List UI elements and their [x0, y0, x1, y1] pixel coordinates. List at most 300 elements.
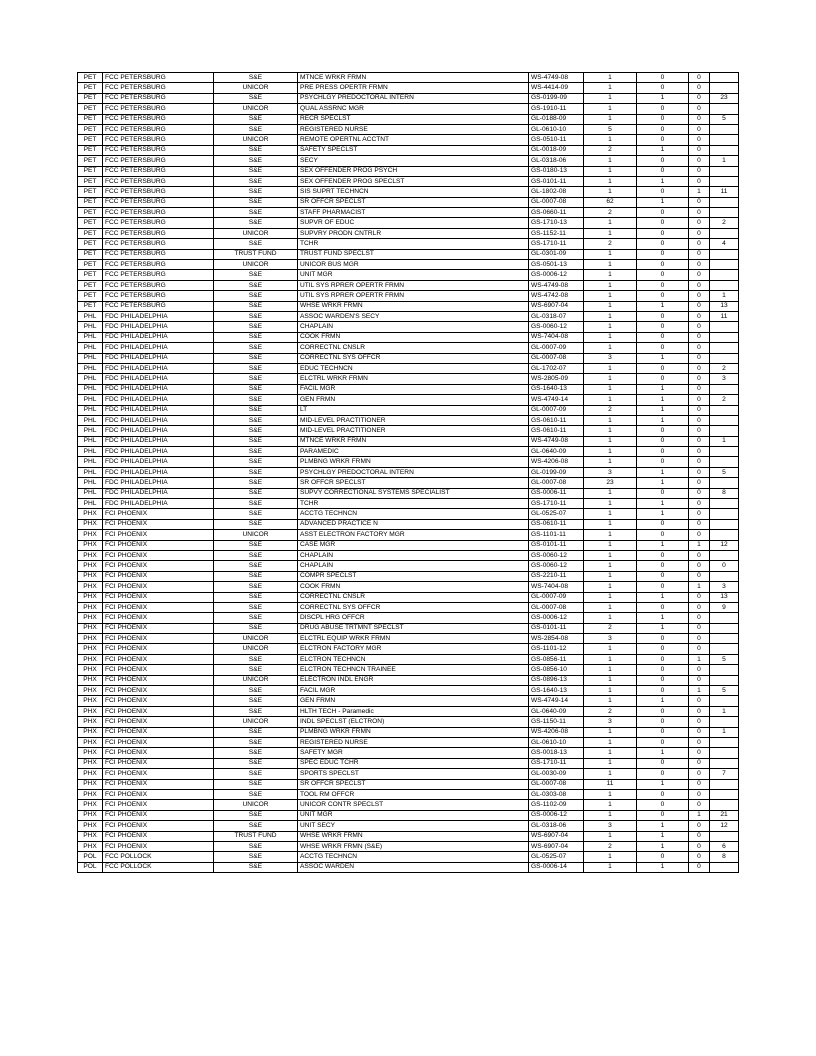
col8-cell: 0	[689, 748, 710, 758]
col7-cell: 0	[637, 457, 689, 467]
col9-cell	[710, 249, 739, 259]
col7-cell: 1	[637, 405, 689, 415]
col8-cell: 0	[689, 322, 710, 332]
col9-cell: 1	[710, 436, 739, 446]
count-cell: 23	[584, 478, 637, 488]
institution-cell: FCI PHOENIX	[103, 821, 214, 831]
col7-cell: 0	[637, 530, 689, 540]
count-cell: 1	[584, 686, 637, 696]
col7-cell: 0	[637, 644, 689, 654]
count-cell: 1	[584, 436, 637, 446]
count-cell: 1	[584, 550, 637, 560]
count-cell: 1	[584, 748, 637, 758]
col7-cell: 1	[637, 613, 689, 623]
institution-cell: FCI PHOENIX	[103, 550, 214, 560]
count-cell: 1	[584, 73, 637, 83]
col7-cell: 0	[637, 582, 689, 592]
count-cell: 1	[584, 374, 637, 384]
position-title-cell: MID-LEVEL PRACTITIONER	[298, 415, 529, 425]
code-cell: PHX	[78, 644, 103, 654]
fund-cell: S&E	[214, 187, 298, 197]
fund-cell: UNICOR	[214, 644, 298, 654]
fund-cell: S&E	[214, 519, 298, 529]
grade-cell: GL-0303-08	[529, 789, 584, 799]
code-cell: PET	[78, 260, 103, 270]
table-row	[78, 218, 739, 228]
col7-cell: 0	[637, 727, 689, 737]
col7-cell: 0	[637, 187, 689, 197]
col8-cell: 0	[689, 644, 710, 654]
code-cell: PHL	[78, 467, 103, 477]
code-cell: PHX	[78, 571, 103, 581]
count-cell: 1	[584, 831, 637, 841]
fund-cell: S&E	[214, 862, 298, 872]
table-row	[78, 509, 739, 519]
code-cell: PHL	[78, 332, 103, 342]
fund-cell: UNICOR	[214, 135, 298, 145]
col7-cell: 1	[637, 145, 689, 155]
count-cell: 2	[584, 623, 637, 633]
count-cell: 1	[584, 561, 637, 571]
col9-cell: 2	[710, 363, 739, 373]
count-cell: 1	[584, 758, 637, 768]
count-cell: 1	[584, 280, 637, 290]
count-cell: 1	[584, 457, 637, 467]
grade-cell: GS-1640-13	[529, 686, 584, 696]
code-cell: PET	[78, 104, 103, 114]
institution-cell: FDC PHILADELPHIA	[103, 488, 214, 498]
col9-cell	[710, 322, 739, 332]
col8-cell: 0	[689, 197, 710, 207]
table-row	[78, 602, 739, 612]
position-title-cell: ACCTG TECHNCN	[298, 852, 529, 862]
institution-cell: FCC POLLOCK	[103, 862, 214, 872]
col9-cell: 5	[710, 467, 739, 477]
col7-cell: 0	[637, 280, 689, 290]
fund-cell: UNICOR	[214, 675, 298, 685]
table-row	[78, 748, 739, 758]
col8-cell: 0	[689, 83, 710, 93]
col7-cell: 0	[637, 810, 689, 820]
col7-cell: 0	[637, 322, 689, 332]
count-cell: 2	[584, 208, 637, 218]
institution-cell: FDC PHILADELPHIA	[103, 384, 214, 394]
position-title-cell: UNIT MGR	[298, 270, 529, 280]
fund-cell: S&E	[214, 114, 298, 124]
count-cell: 1	[584, 426, 637, 436]
position-title-cell: ELCTRL WRKR FRMN	[298, 374, 529, 384]
count-cell: 1	[584, 311, 637, 321]
table-row	[78, 706, 739, 716]
code-cell: PHL	[78, 499, 103, 509]
col7-cell: 0	[637, 166, 689, 176]
col8-cell: 0	[689, 426, 710, 436]
institution-cell: FDC PHILADELPHIA	[103, 311, 214, 321]
col9-cell: 5	[710, 654, 739, 664]
col8-cell: 0	[689, 831, 710, 841]
table-row	[78, 322, 739, 332]
position-title-cell: SEX OFFENDER PROG SPECLST	[298, 176, 529, 186]
grade-cell: GS-1150-11	[529, 717, 584, 727]
position-title-cell: SAFETY MGR	[298, 748, 529, 758]
institution-cell: FCI PHOENIX	[103, 717, 214, 727]
code-cell: PHX	[78, 550, 103, 560]
col9-cell	[710, 831, 739, 841]
count-cell: 1	[584, 156, 637, 166]
col9-cell: 2	[710, 395, 739, 405]
col9-cell	[710, 634, 739, 644]
col8-cell: 0	[689, 841, 710, 851]
table-row	[78, 166, 739, 176]
institution-cell: FDC PHILADELPHIA	[103, 332, 214, 342]
institution-cell: FCI PHOENIX	[103, 644, 214, 654]
code-cell: PHX	[78, 841, 103, 851]
table-row	[78, 675, 739, 685]
count-cell: 1	[584, 675, 637, 685]
col9-cell: 8	[710, 852, 739, 862]
table-row	[78, 852, 739, 862]
count-cell: 1	[584, 249, 637, 259]
fund-cell: S&E	[214, 550, 298, 560]
col9-cell	[710, 135, 739, 145]
count-cell: 1	[584, 343, 637, 353]
grade-cell: GL-0007-08	[529, 353, 584, 363]
code-cell: PHX	[78, 530, 103, 540]
col8-cell: 0	[689, 769, 710, 779]
table-row	[78, 769, 739, 779]
table-row	[78, 124, 739, 134]
grade-cell: GS-0610-11	[529, 415, 584, 425]
code-cell: PHL	[78, 405, 103, 415]
col7-cell: 1	[637, 509, 689, 519]
table-row	[78, 114, 739, 124]
institution-cell: FCC PETERSBURG	[103, 93, 214, 103]
fund-cell: S&E	[214, 696, 298, 706]
fund-cell: S&E	[214, 561, 298, 571]
code-cell: PET	[78, 301, 103, 311]
table-row	[78, 187, 739, 197]
col7-cell: 0	[637, 789, 689, 799]
institution-cell: FCC PETERSBURG	[103, 208, 214, 218]
grade-cell: WS-4749-14	[529, 696, 584, 706]
count-cell: 1	[584, 499, 637, 509]
col7-cell: 0	[637, 436, 689, 446]
grade-cell: GS-0856-10	[529, 665, 584, 675]
institution-cell: FCI PHOENIX	[103, 519, 214, 529]
col9-cell: 21	[710, 810, 739, 820]
code-cell: PHL	[78, 426, 103, 436]
col7-cell: 0	[637, 73, 689, 83]
table-row	[78, 696, 739, 706]
table-row	[78, 499, 739, 509]
col8-cell: 0	[689, 447, 710, 457]
col9-cell	[710, 73, 739, 83]
count-cell: 1	[584, 530, 637, 540]
col9-cell: 4	[710, 239, 739, 249]
table-row	[78, 249, 739, 259]
fund-cell: S&E	[214, 758, 298, 768]
code-cell: PET	[78, 291, 103, 301]
col7-cell: 1	[637, 748, 689, 758]
position-title-cell: UTIL SYS RPRER OPERTR FRMN	[298, 291, 529, 301]
count-cell: 1	[584, 519, 637, 529]
col7-cell: 1	[637, 478, 689, 488]
col8-cell: 0	[689, 343, 710, 353]
col7-cell: 0	[637, 571, 689, 581]
position-title-cell: WHSE WRKR FRMN (S&E)	[298, 841, 529, 851]
institution-cell: FDC PHILADELPHIA	[103, 436, 214, 446]
table-row	[78, 145, 739, 155]
position-title-cell: ASST ELECTRON FACTORY MGR	[298, 530, 529, 540]
count-cell: 1	[584, 852, 637, 862]
col9-cell: 1	[710, 727, 739, 737]
count-cell: 1	[584, 228, 637, 238]
code-cell: POL	[78, 862, 103, 872]
table-row	[78, 384, 739, 394]
table-row	[78, 353, 739, 363]
grade-cell: GS-0060-12	[529, 550, 584, 560]
col9-cell	[710, 83, 739, 93]
col8-cell: 0	[689, 561, 710, 571]
position-title-cell: PLMBNG WRKR FRMN	[298, 727, 529, 737]
institution-cell: FCI PHOENIX	[103, 654, 214, 664]
institution-cell: FDC PHILADELPHIA	[103, 343, 214, 353]
grade-cell: GS-1710-11	[529, 499, 584, 509]
table-row	[78, 197, 739, 207]
grade-cell: GL-0318-06	[529, 821, 584, 831]
institution-cell: FCI PHOENIX	[103, 738, 214, 748]
table-row	[78, 738, 739, 748]
table-row	[78, 343, 739, 353]
position-title-cell: UNIT SECY	[298, 821, 529, 831]
col9-cell	[710, 519, 739, 529]
col7-cell: 0	[637, 561, 689, 571]
grade-cell: WS-4749-08	[529, 73, 584, 83]
col7-cell: 0	[637, 332, 689, 342]
col8-cell: 0	[689, 862, 710, 872]
grade-cell: GS-0101-11	[529, 540, 584, 550]
fund-cell: S&E	[214, 322, 298, 332]
table-row	[78, 727, 739, 737]
grade-cell: GS-1910-11	[529, 104, 584, 114]
grade-cell: GS-2210-11	[529, 571, 584, 581]
table-row	[78, 156, 739, 166]
col8-cell: 0	[689, 821, 710, 831]
count-cell: 1	[584, 602, 637, 612]
grade-cell: WS-4749-08	[529, 280, 584, 290]
table-row	[78, 374, 739, 384]
position-title-cell: ASSOC WARDEN	[298, 862, 529, 872]
grade-cell: WS-6907-04	[529, 301, 584, 311]
grade-cell: GS-0006-12	[529, 270, 584, 280]
col7-cell: 0	[637, 374, 689, 384]
col7-cell: 1	[637, 197, 689, 207]
code-cell: PHX	[78, 509, 103, 519]
position-title-cell: SR OFFCR SPECLST	[298, 197, 529, 207]
fund-cell: S&E	[214, 197, 298, 207]
institution-cell: FCI PHOENIX	[103, 561, 214, 571]
fund-cell: S&E	[214, 395, 298, 405]
code-cell: PET	[78, 270, 103, 280]
count-cell: 1	[584, 789, 637, 799]
grade-cell: WS-7404-08	[529, 332, 584, 342]
table-row	[78, 550, 739, 560]
table-row	[78, 415, 739, 425]
grade-cell: GS-1101-11	[529, 530, 584, 540]
code-cell: PHX	[78, 769, 103, 779]
fund-cell: S&E	[214, 332, 298, 342]
col9-cell	[710, 343, 739, 353]
institution-cell: FCI PHOENIX	[103, 634, 214, 644]
col7-cell: 1	[637, 395, 689, 405]
institution-cell: FDC PHILADELPHIA	[103, 374, 214, 384]
code-cell: PHX	[78, 717, 103, 727]
grade-cell: WS-4749-08	[529, 436, 584, 446]
grade-cell: GL-0318-06	[529, 156, 584, 166]
fund-cell: S&E	[214, 374, 298, 384]
col8-cell: 0	[689, 727, 710, 737]
col7-cell: 0	[637, 311, 689, 321]
col9-cell	[710, 457, 739, 467]
col8-cell: 0	[689, 779, 710, 789]
position-title-cell: ACCTG TECHNCN	[298, 509, 529, 519]
col9-cell: 7	[710, 769, 739, 779]
institution-cell: FCC PETERSBURG	[103, 73, 214, 83]
col7-cell: 0	[637, 488, 689, 498]
code-cell: PET	[78, 239, 103, 249]
count-cell: 3	[584, 821, 637, 831]
fund-cell: S&E	[214, 488, 298, 498]
col8-cell: 0	[689, 280, 710, 290]
fund-cell: S&E	[214, 810, 298, 820]
col7-cell: 0	[637, 769, 689, 779]
position-title-cell: HLTH TECH - Paramedic	[298, 706, 529, 716]
col8-cell: 0	[689, 800, 710, 810]
code-cell: PHX	[78, 592, 103, 602]
institution-cell: FCC PETERSBURG	[103, 270, 214, 280]
col8-cell: 0	[689, 260, 710, 270]
position-title-cell: LT	[298, 405, 529, 415]
table-row	[78, 436, 739, 446]
grade-cell: GL-0018-09	[529, 145, 584, 155]
grade-cell: WS-2805-09	[529, 374, 584, 384]
institution-cell: FCI PHOENIX	[103, 748, 214, 758]
fund-cell: S&E	[214, 686, 298, 696]
position-title-cell: COOK FRMN	[298, 582, 529, 592]
grade-cell: GL-0007-08	[529, 197, 584, 207]
count-cell: 1	[584, 218, 637, 228]
position-title-cell: TRUST FUND SPECLST	[298, 249, 529, 259]
count-cell: 1	[584, 738, 637, 748]
col9-cell: 12	[710, 540, 739, 550]
col9-cell: 1	[710, 706, 739, 716]
col9-cell	[710, 415, 739, 425]
col8-cell: 0	[689, 208, 710, 218]
position-title-cell: EDUC TECHNCN	[298, 363, 529, 373]
col8-cell: 0	[689, 758, 710, 768]
col8-cell: 0	[689, 114, 710, 124]
institution-cell: FCC PETERSBURG	[103, 301, 214, 311]
grade-cell: WS-4206-08	[529, 727, 584, 737]
institution-cell: FCI PHOENIX	[103, 623, 214, 633]
position-title-cell: SR OFFCR SPECLST	[298, 478, 529, 488]
grade-cell: GS-0060-12	[529, 322, 584, 332]
grade-cell: WS-4749-14	[529, 395, 584, 405]
table-row	[78, 654, 739, 664]
col8-cell: 0	[689, 478, 710, 488]
col7-cell: 0	[637, 135, 689, 145]
table-row	[78, 332, 739, 342]
col8-cell: 1	[689, 654, 710, 664]
position-title-cell: GEN FRMN	[298, 395, 529, 405]
grade-cell: GL-0007-08	[529, 478, 584, 488]
col7-cell: 0	[637, 602, 689, 612]
code-cell: PHX	[78, 582, 103, 592]
position-title-cell: MTNCE WRKR FRMN	[298, 436, 529, 446]
fund-cell: S&E	[214, 124, 298, 134]
fund-cell: S&E	[214, 467, 298, 477]
col9-cell: 1	[710, 291, 739, 301]
col9-cell	[710, 208, 739, 218]
position-title-cell: COOK FRMN	[298, 332, 529, 342]
institution-cell: FDC PHILADELPHIA	[103, 478, 214, 488]
count-cell: 62	[584, 197, 637, 207]
grade-cell: GL-0640-09	[529, 447, 584, 457]
col9-cell: 2	[710, 218, 739, 228]
code-cell: POL	[78, 852, 103, 862]
count-cell: 1	[584, 810, 637, 820]
col9-cell: 11	[710, 187, 739, 197]
fund-cell: S&E	[214, 821, 298, 831]
position-title-cell: REGISTERED NURSE	[298, 124, 529, 134]
institution-cell: FDC PHILADELPHIA	[103, 405, 214, 415]
col7-cell: 0	[637, 800, 689, 810]
grade-cell: GS-0501-13	[529, 260, 584, 270]
grade-cell: GS-1710-11	[529, 239, 584, 249]
code-cell: PHX	[78, 519, 103, 529]
table-row	[78, 488, 739, 498]
count-cell: 1	[584, 384, 637, 394]
col7-cell: 1	[637, 831, 689, 841]
fund-cell: S&E	[214, 613, 298, 623]
position-title-cell: RECR SPECLST	[298, 114, 529, 124]
code-cell: PHX	[78, 727, 103, 737]
col8-cell: 0	[689, 436, 710, 446]
position-title-cell: CORRECTNL SYS OFFCR	[298, 602, 529, 612]
code-cell: PET	[78, 156, 103, 166]
table-row	[78, 530, 739, 540]
fund-cell: S&E	[214, 363, 298, 373]
col9-cell	[710, 748, 739, 758]
fund-cell: S&E	[214, 239, 298, 249]
col8-cell: 0	[689, 332, 710, 342]
grade-cell: GL-0199-09	[529, 467, 584, 477]
grade-cell: GS-0180-13	[529, 166, 584, 176]
col8-cell: 0	[689, 519, 710, 529]
col8-cell: 0	[689, 550, 710, 560]
col8-cell: 0	[689, 717, 710, 727]
fund-cell: S&E	[214, 654, 298, 664]
table-row	[78, 686, 739, 696]
code-cell: PHL	[78, 343, 103, 353]
col9-cell	[710, 270, 739, 280]
table-row	[78, 270, 739, 280]
fund-cell: S&E	[214, 93, 298, 103]
col9-cell	[710, 665, 739, 675]
col8-cell: 0	[689, 145, 710, 155]
col8-cell: 0	[689, 613, 710, 623]
fund-cell: UNICOR	[214, 800, 298, 810]
